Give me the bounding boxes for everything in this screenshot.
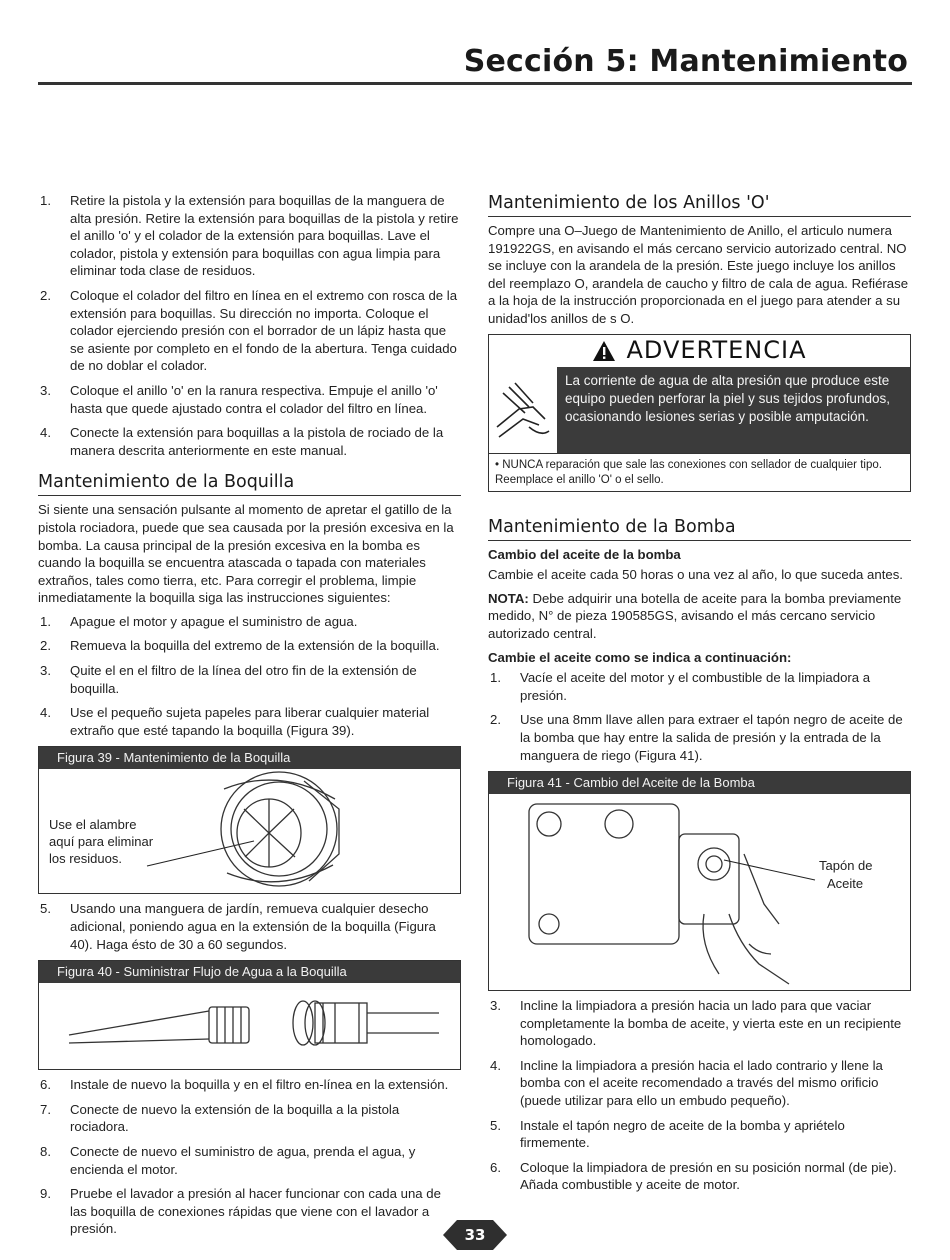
list-item-number: 7. — [40, 1101, 51, 1117]
pump-oil-plug-illustration — [489, 794, 909, 990]
list-item-number: 2. — [490, 712, 501, 728]
list-item — [38, 192, 461, 280]
list-item — [38, 613, 461, 631]
figure-39 — [38, 746, 461, 894]
list-item — [38, 637, 461, 655]
list-item-number: 1. — [40, 193, 51, 208]
list-item — [488, 1117, 911, 1152]
orings-maintenance-heading: Mantenimiento de los Anillos 'O' — [488, 192, 911, 217]
list-item-number: 4. — [40, 425, 51, 441]
figure-41 — [488, 771, 911, 991]
list-item-text: Vacíe el aceite del motor y el combustible de la limpiadora a presión. — [520, 670, 871, 703]
pump-oil-interval-text: Cambie el aceite cada 50 horas o una vez al año, lo que suceda antes. — [488, 567, 903, 583]
nozzle-intro-text: Si siente una sensación pulsante al momento de apretar el gatillo de la pistola rociadora, puede que sea causada por la presión excesiva en la bomba. La causa principal de la presión excesiva en la bomba es cuando la boquilla se encuentra atascada o tapada con materiales extraños, tales como tierra, etc. Para corregir el problema, limpie inmediatamente la boquilla siga las instrucciones siguientes: — [38, 502, 454, 606]
pump-maintenance-heading: Mantenimiento de la Bomba — [488, 516, 911, 541]
title-rule — [38, 82, 912, 85]
list-item-number: 3. — [490, 998, 501, 1014]
list-item-number: 6. — [490, 1159, 501, 1175]
warning-body — [489, 367, 910, 453]
list-item-text: Instale el tapón negro de aceite de la bomba y apriételo firmemente. — [520, 1117, 845, 1151]
list-item — [488, 1057, 911, 1110]
list-item-text: Apague el motor y apague el suministro de agua. — [70, 613, 358, 629]
list-item-text: Use el pequeño sujeta papeles para liberar cualquier material extraño que esté tapando la boquilla (Figura 39). — [70, 705, 430, 738]
page-number: 33 — [464, 1226, 486, 1244]
list-item — [38, 900, 461, 953]
pump-oil-change-subheading: Cambio del aceite de la bomba — [488, 546, 681, 562]
hose-illustration — [39, 983, 459, 1069]
figure-41-label-1: Tapón de — [819, 858, 873, 874]
list-item — [38, 1076, 461, 1094]
figure-39-caption: Figura 39 - Mantenimiento de la Boquilla — [39, 747, 460, 769]
list-item-text: Conecte de nuevo la extensión de la boquilla a la pistola rociadora. — [70, 1101, 400, 1135]
list-item-text: Remueva la boquilla del extremo de la extensión de la boquilla. — [70, 638, 440, 654]
list-item-number: 4. — [490, 1057, 501, 1073]
nozzle-maintenance-heading: Mantenimiento de la Boquilla — [38, 471, 461, 496]
list-item-number: 5. — [40, 901, 51, 917]
list-item-text: Retire la pistola y la extensión para boquillas de la manguera de alta presión. Retire la extensión para boquillas de la pistola y retire el anillo 'o' y el colador de la extensión para boquillas. Lave el colador, pistola y extensión para boquillas con agua limpia para eliminar toda clase de residuos. — [70, 193, 459, 279]
warning-box — [488, 334, 911, 492]
nozzle-steps-list-c — [38, 1076, 461, 1238]
list-item-text: Incline la limpiadora a presión hacia el lado contrario y llene la bomba con el aceite recomendado a través del mismo orificio (puede utilizar para ello un embudo pequeño). — [520, 1057, 883, 1109]
warning-triangle-icon — [592, 340, 616, 362]
list-item-text: Coloque el colador del filtro en línea en el extremo con rosca de la extensión para boquillas. Su dirección no importa. Coloque el colador ejerciendo presión con el borrador de un lápiz hasta que se asiente por completo en el fondo de la abertura. Tenga cuidado de no doblar el colador. — [70, 287, 458, 374]
pump-steps-list-a — [488, 669, 911, 764]
right-column — [488, 192, 911, 1201]
list-item-number: 5. — [490, 1117, 501, 1133]
list-item-number: 9. — [40, 1186, 51, 1202]
list-item-text: Pruebe el lavador a presión al hacer funcionar con cada una de las boquilla de conexiones rápidas que viene con el lavador a presión. — [70, 1186, 441, 1237]
nota-text: Debe adquirir una botella de aceite para la bomba previamente medido, N° de pieza 190585GS, avisando el más cercano servicio autorizado central. — [488, 590, 902, 641]
figure-39-label-2: aquí para eliminar — [49, 834, 154, 850]
page-title: Sección 5: Mantenimiento — [463, 44, 908, 79]
list-item-text: Usando una manguera de jardín, remueva cualquier desecho adicional, poniendo agua en la extensión de la boquilla (Figura 40). Haga ésto de 30 a 60 segundos. — [70, 901, 436, 952]
left-column — [38, 192, 461, 1245]
list-item-number: 8. — [40, 1144, 51, 1159]
list-item-text: Use una 8mm llave allen para extraer el tapón negro de aceite de la bomba que hay entre la salida de presión y la entrada de la manguera de riego (Figura 41). — [520, 712, 903, 763]
list-item-text: Coloque el anillo 'o' en la ranura respectiva. Empuje el anillo 'o' hasta que quede ajustado contra el colador del filtro en línea. — [70, 382, 438, 416]
list-item-text: Quite el en el filtro de la línea del otro fin de la extensión de boquilla. — [70, 663, 417, 696]
list-item-number: 4. — [40, 705, 51, 721]
list-item — [38, 382, 461, 417]
list-item — [488, 711, 911, 764]
pump-oil-note — [488, 590, 911, 643]
figure-39-label-1: Use el alambre — [49, 817, 137, 833]
list-item-number: 2. — [40, 638, 51, 654]
list-item-number: 3. — [40, 663, 51, 679]
warning-title-row — [489, 335, 910, 367]
list-item — [38, 704, 461, 739]
high-pressure-spray-hand-icon — [489, 367, 557, 453]
list-item — [38, 662, 461, 697]
list-item-number: 3. — [40, 382, 51, 398]
pump-oil-steps-subheading: Cambie el aceite como se indica a continuación: — [488, 649, 792, 665]
nozzle-illustration — [39, 769, 459, 893]
nozzle-steps-list-b — [38, 900, 461, 953]
list-item-text: Coloque la limpiadora de presión en su posición normal (de pie). Añada combustible y aceite de motor. — [520, 1159, 897, 1193]
warning-title: ADVERTENCIA — [626, 335, 807, 364]
list-item-number: 1. — [490, 670, 501, 686]
list-item-number: 1. — [40, 613, 51, 629]
page-number-badge — [443, 1220, 507, 1250]
list-item — [38, 1185, 461, 1238]
warning-note: • NUNCA reparación que sale las conexiones con sellador de cualquier tipo. Reemplace el anillo 'O' o el sello. — [489, 453, 910, 491]
list-item-text: Incline la limpiadora a presión hacia un lado para que vaciar completamente la bomba de aceite, y vierta este en un recipiente homologado. — [520, 998, 902, 1049]
list-item-text: Instale de nuevo la boquilla y en el filtro en-línea en la extensión. — [70, 1077, 449, 1093]
intro-steps-list — [38, 192, 461, 459]
nota-label: NOTA: — [488, 590, 529, 606]
orings-text: Compre una O–Juego de Mantenimiento de Anillo, el articulo numera 191922GS, en avisando el más cercano servicio autorizado central. NO se incluye con la arandela de la presión. Este juego incluye los anillos del reemplazo O, arandela de caucho y filtro de cala de agua. Refiérase a la hoja de la instrucción proporcionada en el juego para atender a su unidad'los anillos de s O. — [488, 223, 909, 326]
list-item-text: Conecte la extensión para boquillas a la pistola de rociado de la manera descrita anteriormente en este manual. — [70, 425, 444, 458]
figure-41-label-2: Aceite — [827, 876, 864, 892]
list-item — [38, 1101, 461, 1136]
list-item-text: Conecte de nuevo el suministro de agua, prenda el agua, y encienda el motor. — [70, 1144, 416, 1177]
list-item — [38, 1143, 461, 1178]
figure-41-caption: Figura 41 - Cambio del Aceite de la Bomba — [489, 772, 910, 794]
list-item — [38, 424, 461, 459]
list-item — [38, 287, 461, 375]
list-item-number: 2. — [40, 287, 51, 303]
pump-steps-list-b — [488, 997, 911, 1194]
figure-40 — [38, 960, 461, 1070]
nozzle-steps-list-a — [38, 613, 461, 740]
list-item — [488, 1159, 911, 1194]
list-item-number: 6. — [40, 1077, 51, 1093]
list-item — [488, 669, 911, 704]
list-item — [488, 997, 911, 1050]
figure-39-label-3: los residuos. — [49, 851, 122, 867]
warning-text: La corriente de agua de alta presión que produce este equipo pueden perforar la piel y sus tejidos profundos, ocasionando lesiones serias y posible amputación. — [557, 367, 910, 453]
figure-40-caption: Figura 40 - Suministrar Flujo de Agua a la Boquilla — [39, 961, 460, 983]
